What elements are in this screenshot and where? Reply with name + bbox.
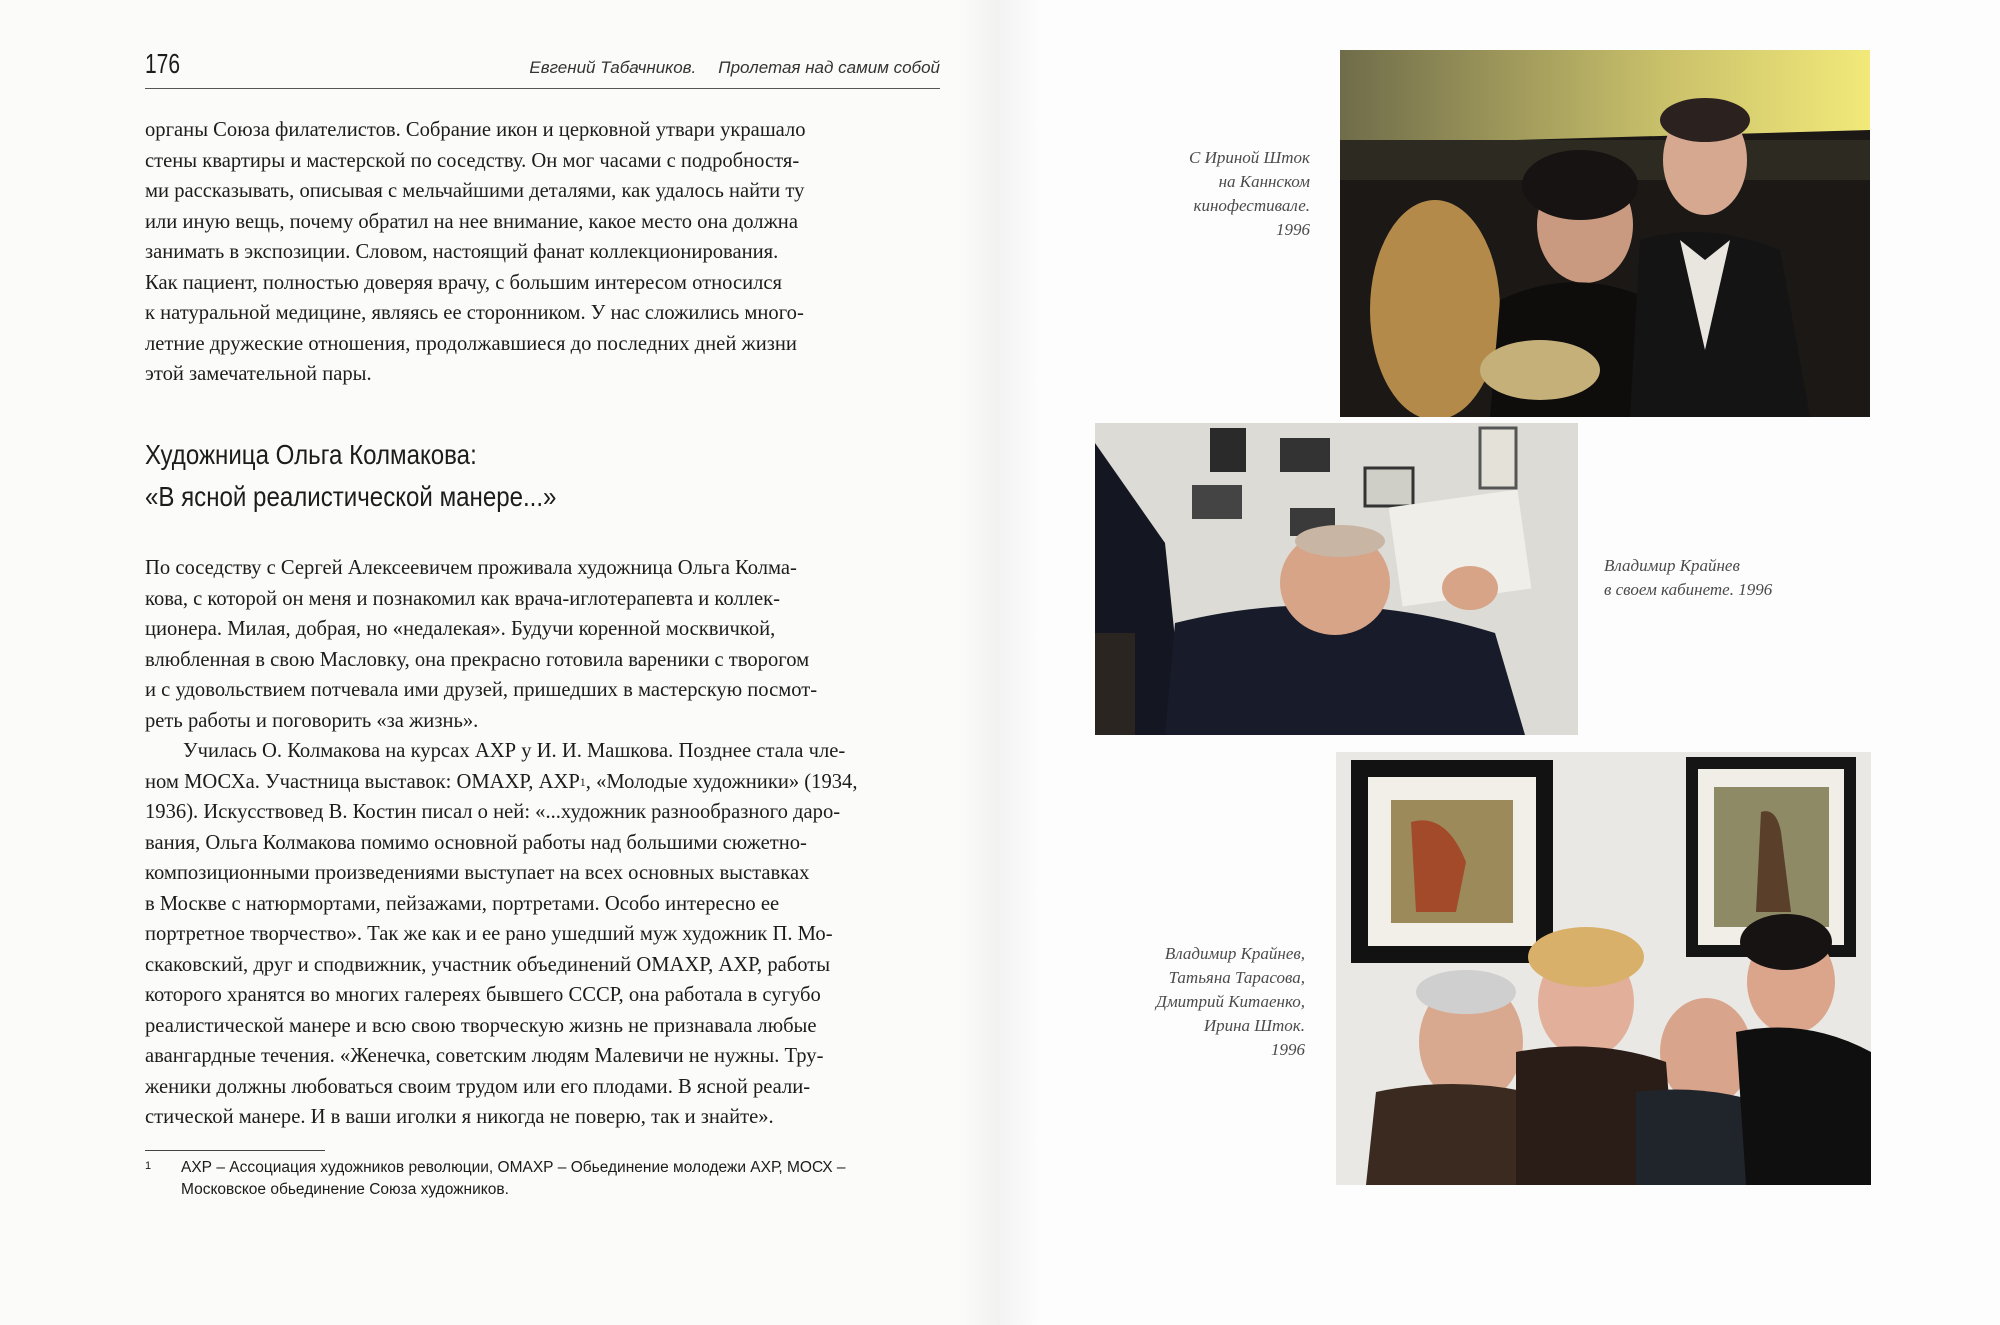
caption-line: Дмитрий Китаенко, bbox=[1156, 992, 1305, 1011]
book-gutter bbox=[960, 0, 1040, 1325]
caption-line: 1996 bbox=[1271, 1040, 1305, 1059]
paragraph-2 bbox=[145, 553, 937, 1133]
text-line: ми рассказывать, описывая с мельчайшими деталями, как удалось найти ту bbox=[145, 180, 805, 202]
text-line: По соседству с Сергей Алексеевичем проживала художница Ольга Колма- bbox=[145, 557, 797, 579]
photo-group-four-people bbox=[1336, 752, 1871, 1185]
text-line: которого хранятся во многих галереях бывшего СССР, она работала в сугубо bbox=[145, 984, 821, 1006]
text-line: занимать в экспозиции. Словом, настоящий фанат коллекционирования. bbox=[145, 241, 779, 263]
photo-cannes-festival bbox=[1340, 50, 1870, 417]
footnote-line: АХР – Ассоциация художников революции, ОМАХР – Обьединение молодежи АХР, МОСХ – bbox=[181, 1159, 846, 1176]
running-header bbox=[145, 48, 940, 89]
caption-line: Ирина Шток. bbox=[1203, 1016, 1305, 1035]
text-line: и с удовольствием потчевала ими друзей, пришедших в мастерскую посмот- bbox=[145, 679, 818, 701]
caption-line: С Ириной Шток bbox=[1188, 148, 1310, 167]
text-line: стической манере. И в ваши иголки я никогда не поверю, так и знайте». bbox=[145, 1106, 774, 1128]
text-fragment: ном МОСХа. Участница выставок: ОМАХР, АХР bbox=[145, 770, 580, 793]
text-line: 1936). Искусствовед В. Костин писал о ней: «...художник разнообразного даро- bbox=[145, 801, 841, 823]
caption-line: в своем кабинете. 1996 bbox=[1604, 580, 1773, 599]
text-line: ционера. Милая, добрая, но «недалекая». Будучи коренной москвичкой, bbox=[145, 618, 776, 640]
text-line: влюбленная в свою Масловку, она прекрасно готовила вареники с творогом bbox=[145, 648, 810, 671]
text-line: Училась О. Колмакова на курсах АХР у И. И. Машкова. Позднее стала чле- bbox=[183, 740, 846, 762]
caption-photo-3 bbox=[1075, 942, 1305, 1062]
photo-krainev-office-image bbox=[1095, 423, 1578, 735]
text-line: этой замечательной пары. bbox=[145, 363, 372, 385]
running-head-author: Евгений Табачников. bbox=[529, 58, 697, 77]
photo-cannes-festival-image bbox=[1340, 50, 1870, 417]
caption-line: Владимир Крайнев, bbox=[1164, 944, 1305, 963]
caption-photo-2 bbox=[1604, 554, 1844, 602]
text-line: вания, Ольга Колмакова помимо основной работы над большими сюжетно- bbox=[145, 831, 807, 854]
caption-line: Татьяна Тарасова, bbox=[1168, 968, 1305, 987]
footnote-rule bbox=[145, 1150, 325, 1151]
text-line: стены квартиры и мастерской по соседству. Он мог часами с подробностя- bbox=[145, 149, 800, 172]
caption-line: 1996 bbox=[1276, 220, 1310, 239]
text-line-with-footnote bbox=[145, 767, 937, 798]
footnote-mark: 1 bbox=[145, 1160, 152, 1172]
text-line: авангардные течения. «Женечка, советским людям Малевичи не нужны. Тру- bbox=[145, 1045, 824, 1067]
photo-krainev-office bbox=[1095, 423, 1578, 735]
footnote bbox=[145, 1157, 935, 1201]
text-line: композиционными произведениями выступает на всех основных выставках bbox=[145, 862, 810, 884]
caption-line: Владимир Крайнев bbox=[1604, 556, 1740, 575]
caption-line: на Каннском bbox=[1218, 172, 1310, 191]
text-fragment: , «Молодые художники» (1934, bbox=[585, 770, 858, 793]
heading-line-1: Художница Ольга Колмакова: bbox=[145, 439, 477, 470]
section-heading bbox=[145, 434, 937, 518]
text-line: или иную вещь, почему обратил на нее внимание, какое место она должна bbox=[145, 210, 798, 233]
caption-line: кинофестивале. bbox=[1193, 196, 1310, 215]
running-head bbox=[529, 58, 940, 78]
text-line: реалистической манере и всю свою творческую жизнь не признавала любые bbox=[145, 1014, 817, 1037]
text-line: Как пациент, полностью доверяя врачу, с большим интересом относился bbox=[145, 271, 783, 294]
text-line: реть работы и поговорить «за жизнь». bbox=[145, 709, 479, 732]
page-number: 176 bbox=[145, 48, 181, 79]
footnote-line: Московское обьединение Союза художников. bbox=[181, 1181, 509, 1198]
footnote-reference: 1 bbox=[579, 774, 586, 789]
heading-line-2: «В ясной реалистической манере...» bbox=[145, 481, 557, 512]
paragraph-1 bbox=[145, 115, 937, 390]
text-line: в Москве с натюрмортами, пейзажами, портретами. Особо интересно ее bbox=[145, 892, 780, 915]
text-line: к натуральной медицине, являясь ее сторонником. У нас сложились много- bbox=[145, 302, 804, 324]
caption-photo-1 bbox=[1110, 146, 1310, 242]
text-line: женики должны любоваться своим трудом или его плодами. В ясной реали- bbox=[145, 1075, 811, 1098]
text-line: кова, с которой он меня и познакомил как врача-иглотерапевта и коллек- bbox=[145, 587, 780, 610]
photo-group-four-people-image bbox=[1336, 752, 1871, 1185]
text-line: скаковский, друг и сподвижник, участник объединений ОМАХР, АХР, работы bbox=[145, 953, 831, 976]
text-line: портретное творчество». Так же как и ее рано ушедший муж художник П. Мо- bbox=[145, 923, 833, 945]
text-line: органы Союза филателистов. Собрание икон и церковной утвари украшало bbox=[145, 119, 806, 141]
running-head-title: Пролетая над самим собой bbox=[718, 58, 940, 77]
text-line: летние дружеские отношения, продолжавшиеся до последних дней жизни bbox=[145, 332, 797, 355]
